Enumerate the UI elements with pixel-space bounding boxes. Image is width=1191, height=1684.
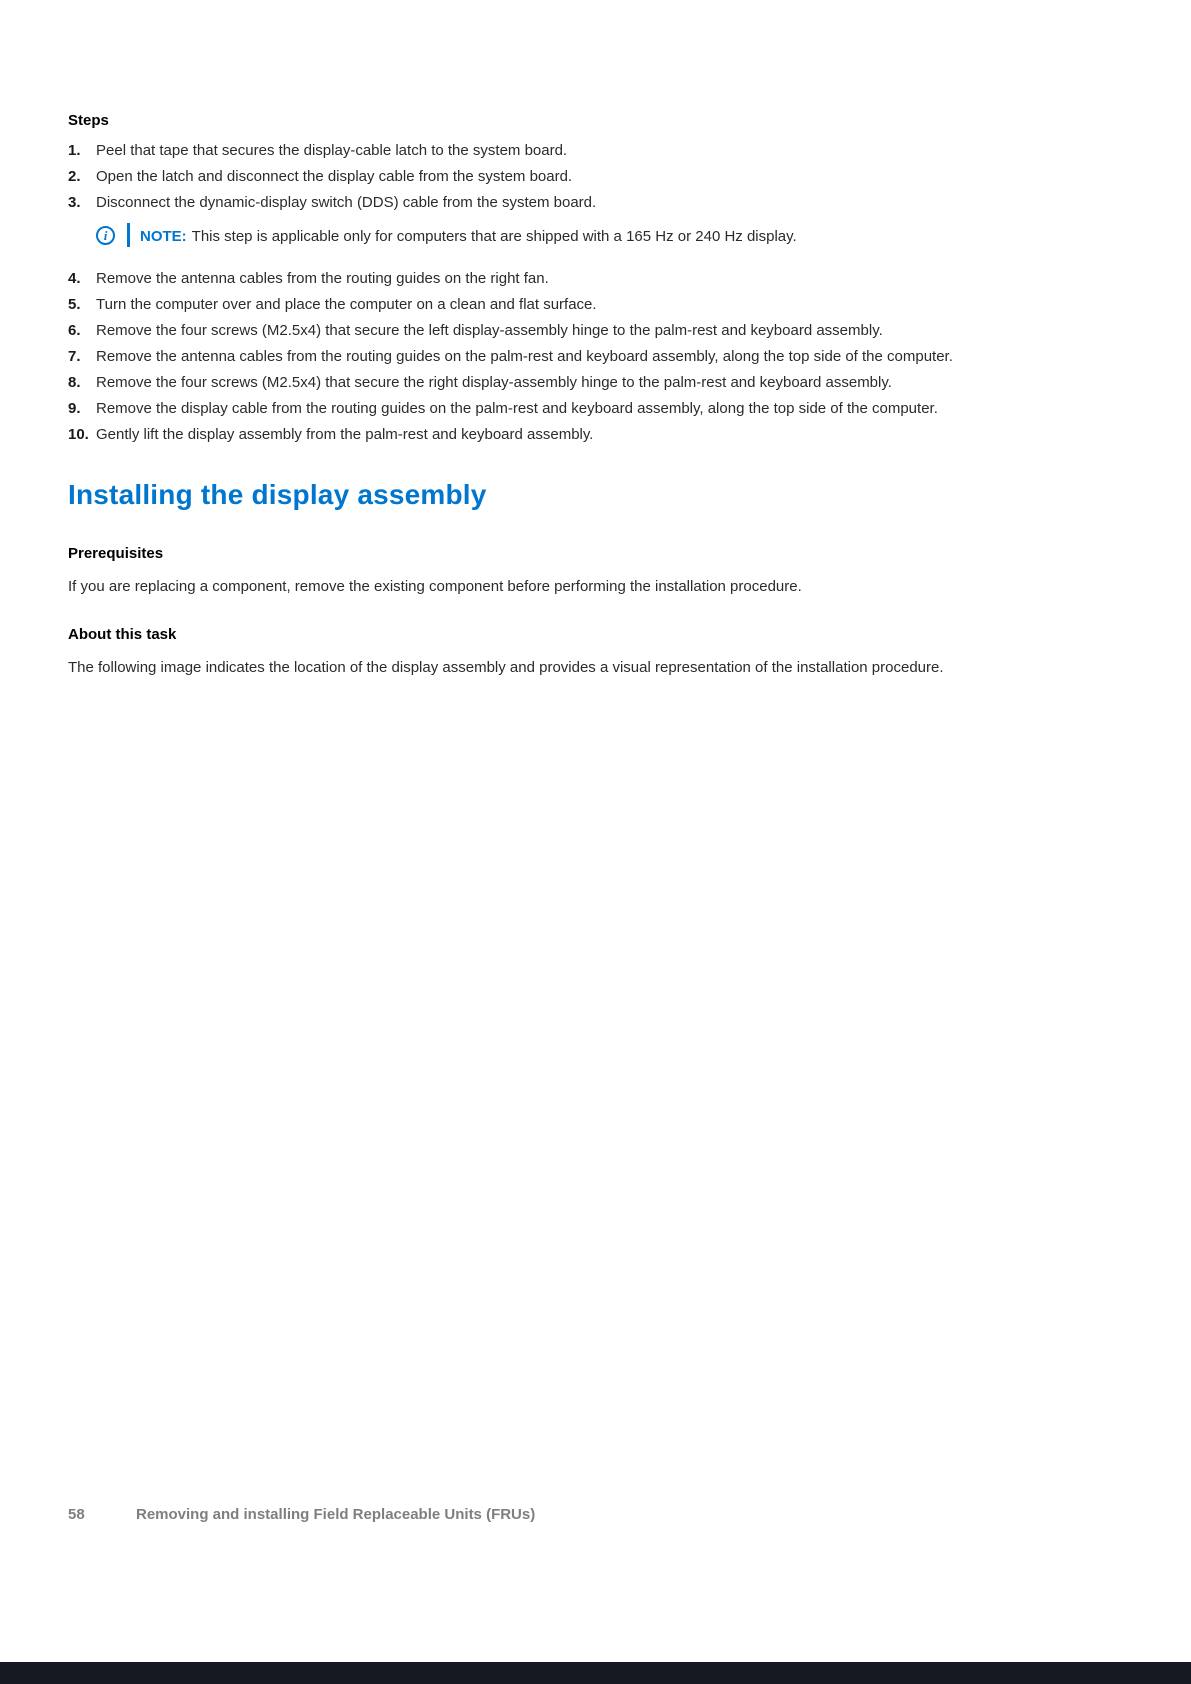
list-item-number: 6. xyxy=(68,322,81,339)
list-item-number: 3. xyxy=(68,194,81,211)
page-footer xyxy=(68,1506,535,1523)
list-item-text: Remove the four screws (M2.5x4) that secure the right display-assembly hinge to the palm-rest and keyboard assembly. xyxy=(96,374,892,391)
list-item-text: Remove the antenna cables from the routing guides on the palm-rest and keyboard assembly, along the top side of the computer. xyxy=(96,348,953,365)
list-item-text: Remove the four screws (M2.5x4) that secure the left display-assembly hinge to the palm-rest and keyboard assembly. xyxy=(96,322,883,339)
list-item xyxy=(68,321,1078,341)
list-item xyxy=(68,373,1078,393)
list-item-number: 10. xyxy=(68,426,89,443)
footer-title: Removing and installing Field Replaceable Units (FRUs) xyxy=(136,1506,536,1523)
note-body xyxy=(140,223,797,247)
list-item-text: Turn the computer over and place the computer on a clean and flat surface. xyxy=(96,296,597,313)
page-content xyxy=(68,112,1078,707)
prerequisites-heading: Prerequisites xyxy=(68,545,164,562)
prerequisites-text: If you are replacing a component, remove the existing component before performing the installation procedure. xyxy=(68,578,802,595)
list-item-text: Remove the display cable from the routing guides on the palm-rest and keyboard assembly, along the top side of the computer. xyxy=(96,400,938,417)
section-title: Installing the display assembly xyxy=(68,479,487,510)
note-callout xyxy=(96,223,1078,247)
about-this-task-text: The following image indicates the location of the display assembly and provides a visual representation of the installation procedure. xyxy=(68,659,944,676)
list-item xyxy=(68,347,1078,367)
list-item-text: Remove the antenna cables from the routing guides on the right fan. xyxy=(96,270,549,287)
list-item-number: 9. xyxy=(68,400,81,417)
list-item-number: 8. xyxy=(68,374,81,391)
list-item xyxy=(68,269,1078,289)
about-this-task-heading: About this task xyxy=(68,626,177,643)
list-item-text: Open the latch and disconnect the display cable from the system board. xyxy=(96,168,573,185)
note-accent-bar xyxy=(127,223,130,247)
list-item-number: 1. xyxy=(68,142,81,159)
list-item-text: Peel that tape that secures the display-cable latch to the system board. xyxy=(96,142,568,159)
info-icon: i xyxy=(96,226,115,245)
list-item xyxy=(68,167,1078,187)
list-item xyxy=(68,425,1078,445)
list-item xyxy=(68,141,1078,161)
list-item xyxy=(68,295,1078,315)
list-item xyxy=(68,193,1078,213)
list-item-text: Gently lift the display assembly from the palm-rest and keyboard assembly. xyxy=(96,426,594,443)
info-icon-wrap xyxy=(96,223,118,247)
list-item-number: 4. xyxy=(68,270,81,287)
note-label: NOTE: xyxy=(140,228,187,245)
list-item-text: Disconnect the dynamic-display switch (DDS) cable from the system board. xyxy=(96,194,597,211)
list-item-number: 5. xyxy=(68,296,81,313)
page-number: 58 xyxy=(68,1506,85,1523)
next-page-edge-bar xyxy=(0,1662,1191,1684)
steps-heading: Steps xyxy=(68,112,109,129)
list-item xyxy=(68,399,1078,419)
note-text: This step is applicable only for computers that are shipped with a 165 Hz or 240 Hz display. xyxy=(191,228,797,245)
list-item-number: 2. xyxy=(68,168,81,185)
list-item-number: 7. xyxy=(68,348,81,365)
